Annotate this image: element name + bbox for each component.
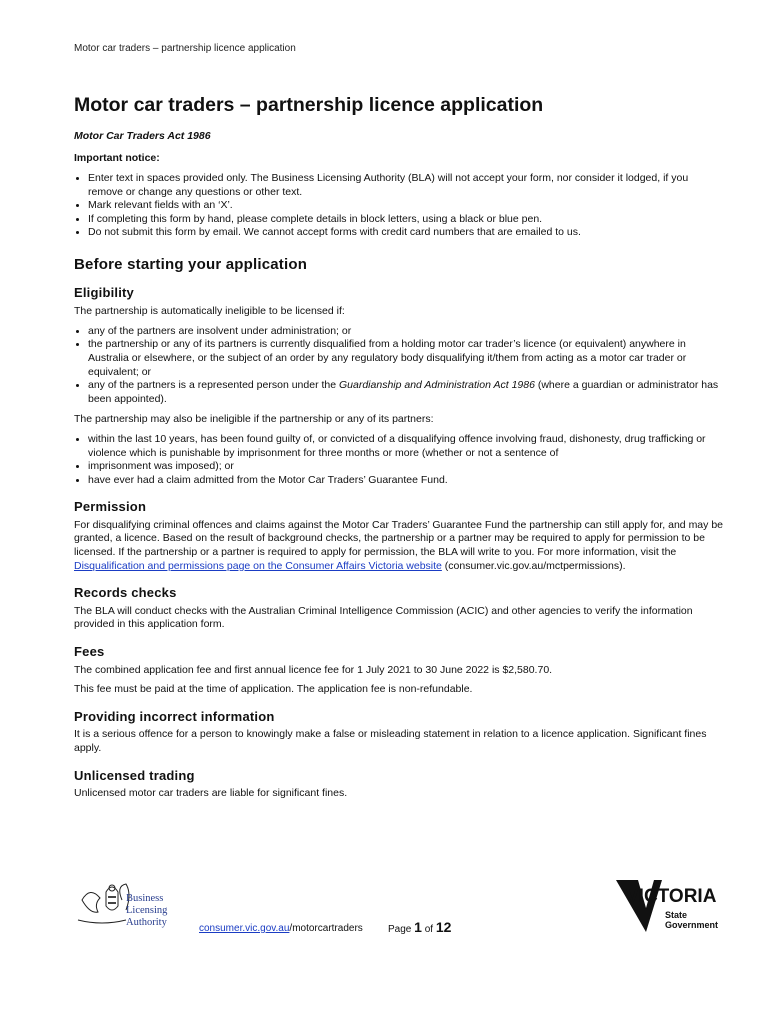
incorrect-info-heading: Providing incorrect information [74,708,275,724]
records-heading: Records checks [74,585,177,601]
list-item: • within the last 10 years, has been found guilty of, or convicted of a disqualifying offence involving fraud, dishonesty, drug trafficking or violence which is punishable by imprisonment for three months or more (whether or not a sentence of [88,433,724,460]
list-item: • any of the partners are insolvent under administration; or [88,325,724,339]
victoria-government-logo [616,878,726,934]
footer-link[interactable]: consumer.vic.gov.au [199,923,290,934]
eligibility-list [74,325,724,407]
page-number [388,919,451,935]
notice-list [74,172,724,240]
vic-government: Government [665,920,719,930]
running-header: Motor car traders – partnership licence application [74,43,296,54]
footer-url [199,923,363,934]
main-content [74,172,724,801]
permission-url: (consumer.vic.gov.au/mctpermissions). [441,559,626,572]
incorrect-info-text: It is a serious offence for a person to knowingly make a false or misleading statement in relation to a licence application. Significant fines apply. [74,728,707,754]
fees-note: This fee must be paid at the time of application. The application fee is non-refundable. [74,683,473,696]
bla-logo-line: Business [126,893,164,904]
list-item: • imprisonment was imposed); or [88,460,724,474]
list-item: • have ever had a claim admitted from the Motor Car Traders’ Guarantee Fund. [88,474,724,488]
unlicensed-text: Unlicensed motor car traders are liable for significant fines. [74,787,348,800]
page-title: Motor car traders – partnership licence application [74,94,544,116]
list-item: • If completing this form by hand, please complete details in block letters, using a black or blue pen. [88,213,724,227]
page-current: 1 [414,919,422,935]
list-item: • Mark relevant fields with an ‘X’. [88,199,724,213]
eligibility-intro: The partnership is automatically ineligible to be licensed if: [74,305,345,318]
list-item: • Enter text in spaces provided only. The Business Licensing Authority (BLA) will not accept your form, nor consider it lodged, if you remove or change any questions or other text. [88,172,724,199]
permission-body: For disqualifying criminal offences and claims against the Motor Car Traders’ Guarantee Fund the partnership can still apply for, and may be granted, a licence. Based on the result of background checks, the partnership or a partner may be required to apply for permission to be licensed. If the partnership or a partner is required to apply for permission, the BLA will write to you. For more information, visit the [74,518,723,559]
vic-state: State [665,910,688,920]
fees-text: The combined application fee and first annual licence fee for 1 July 2021 to 30 June 2022 is $2,580.70. [74,663,553,676]
before-heading: Before starting your application [74,255,308,273]
footer-url-path: /motorcartraders [289,923,363,934]
list-item [88,379,724,406]
permission-text [74,519,724,573]
fees-heading: Fees [74,644,105,660]
bla-logo-line: Authority [126,917,167,928]
page-of: of [424,924,434,935]
vic-wordmark: VICTORIA [626,886,717,907]
eligibility-intro-2: The partnership may also be ineligible if the partnership or any of its partners: [74,413,434,426]
eligibility-list-2 [74,433,724,487]
permissions-link[interactable]: Disqualification and permissions page on the Consumer Affairs Victoria website [74,559,442,572]
act-name: Motor Car Traders Act 1986 [74,130,211,142]
list-text: any of the partners is a represented person under the [88,379,339,392]
eligibility-heading: Eligibility [74,284,134,300]
list-text: (where a guardian or administrator has been appointed). [88,379,719,405]
records-text: The BLA will conduct checks with the Australian Criminal Intelligence Commission (ACIC) and other agencies to verify the information provided in this application form. [74,604,693,631]
bla-logo-line: Licensing [126,905,168,916]
act-reference: Guardianship and Administration Act 1986 [339,379,535,392]
page-label: Page [388,924,412,935]
unlicensed-heading: Unlicensed trading [74,767,195,783]
list-item: • the partnership or any of its partners is currently disqualified from a holding motor car trader’s licence (or equivalent) anywhere in Australia or elsewhere, or the subject of an order by any regulatory body disqualifying it/them from acting as a motor car trader or equivalent; or [88,338,724,379]
page-total: 12 [435,919,452,935]
list-item: • Do not submit this form by email. We cannot accept forms with credit card numbers that are emailed to us. [88,226,724,240]
bla-logo-text [126,893,167,929]
permission-heading: Permission [74,499,147,515]
important-notice-heading: Important notice: [74,152,160,164]
